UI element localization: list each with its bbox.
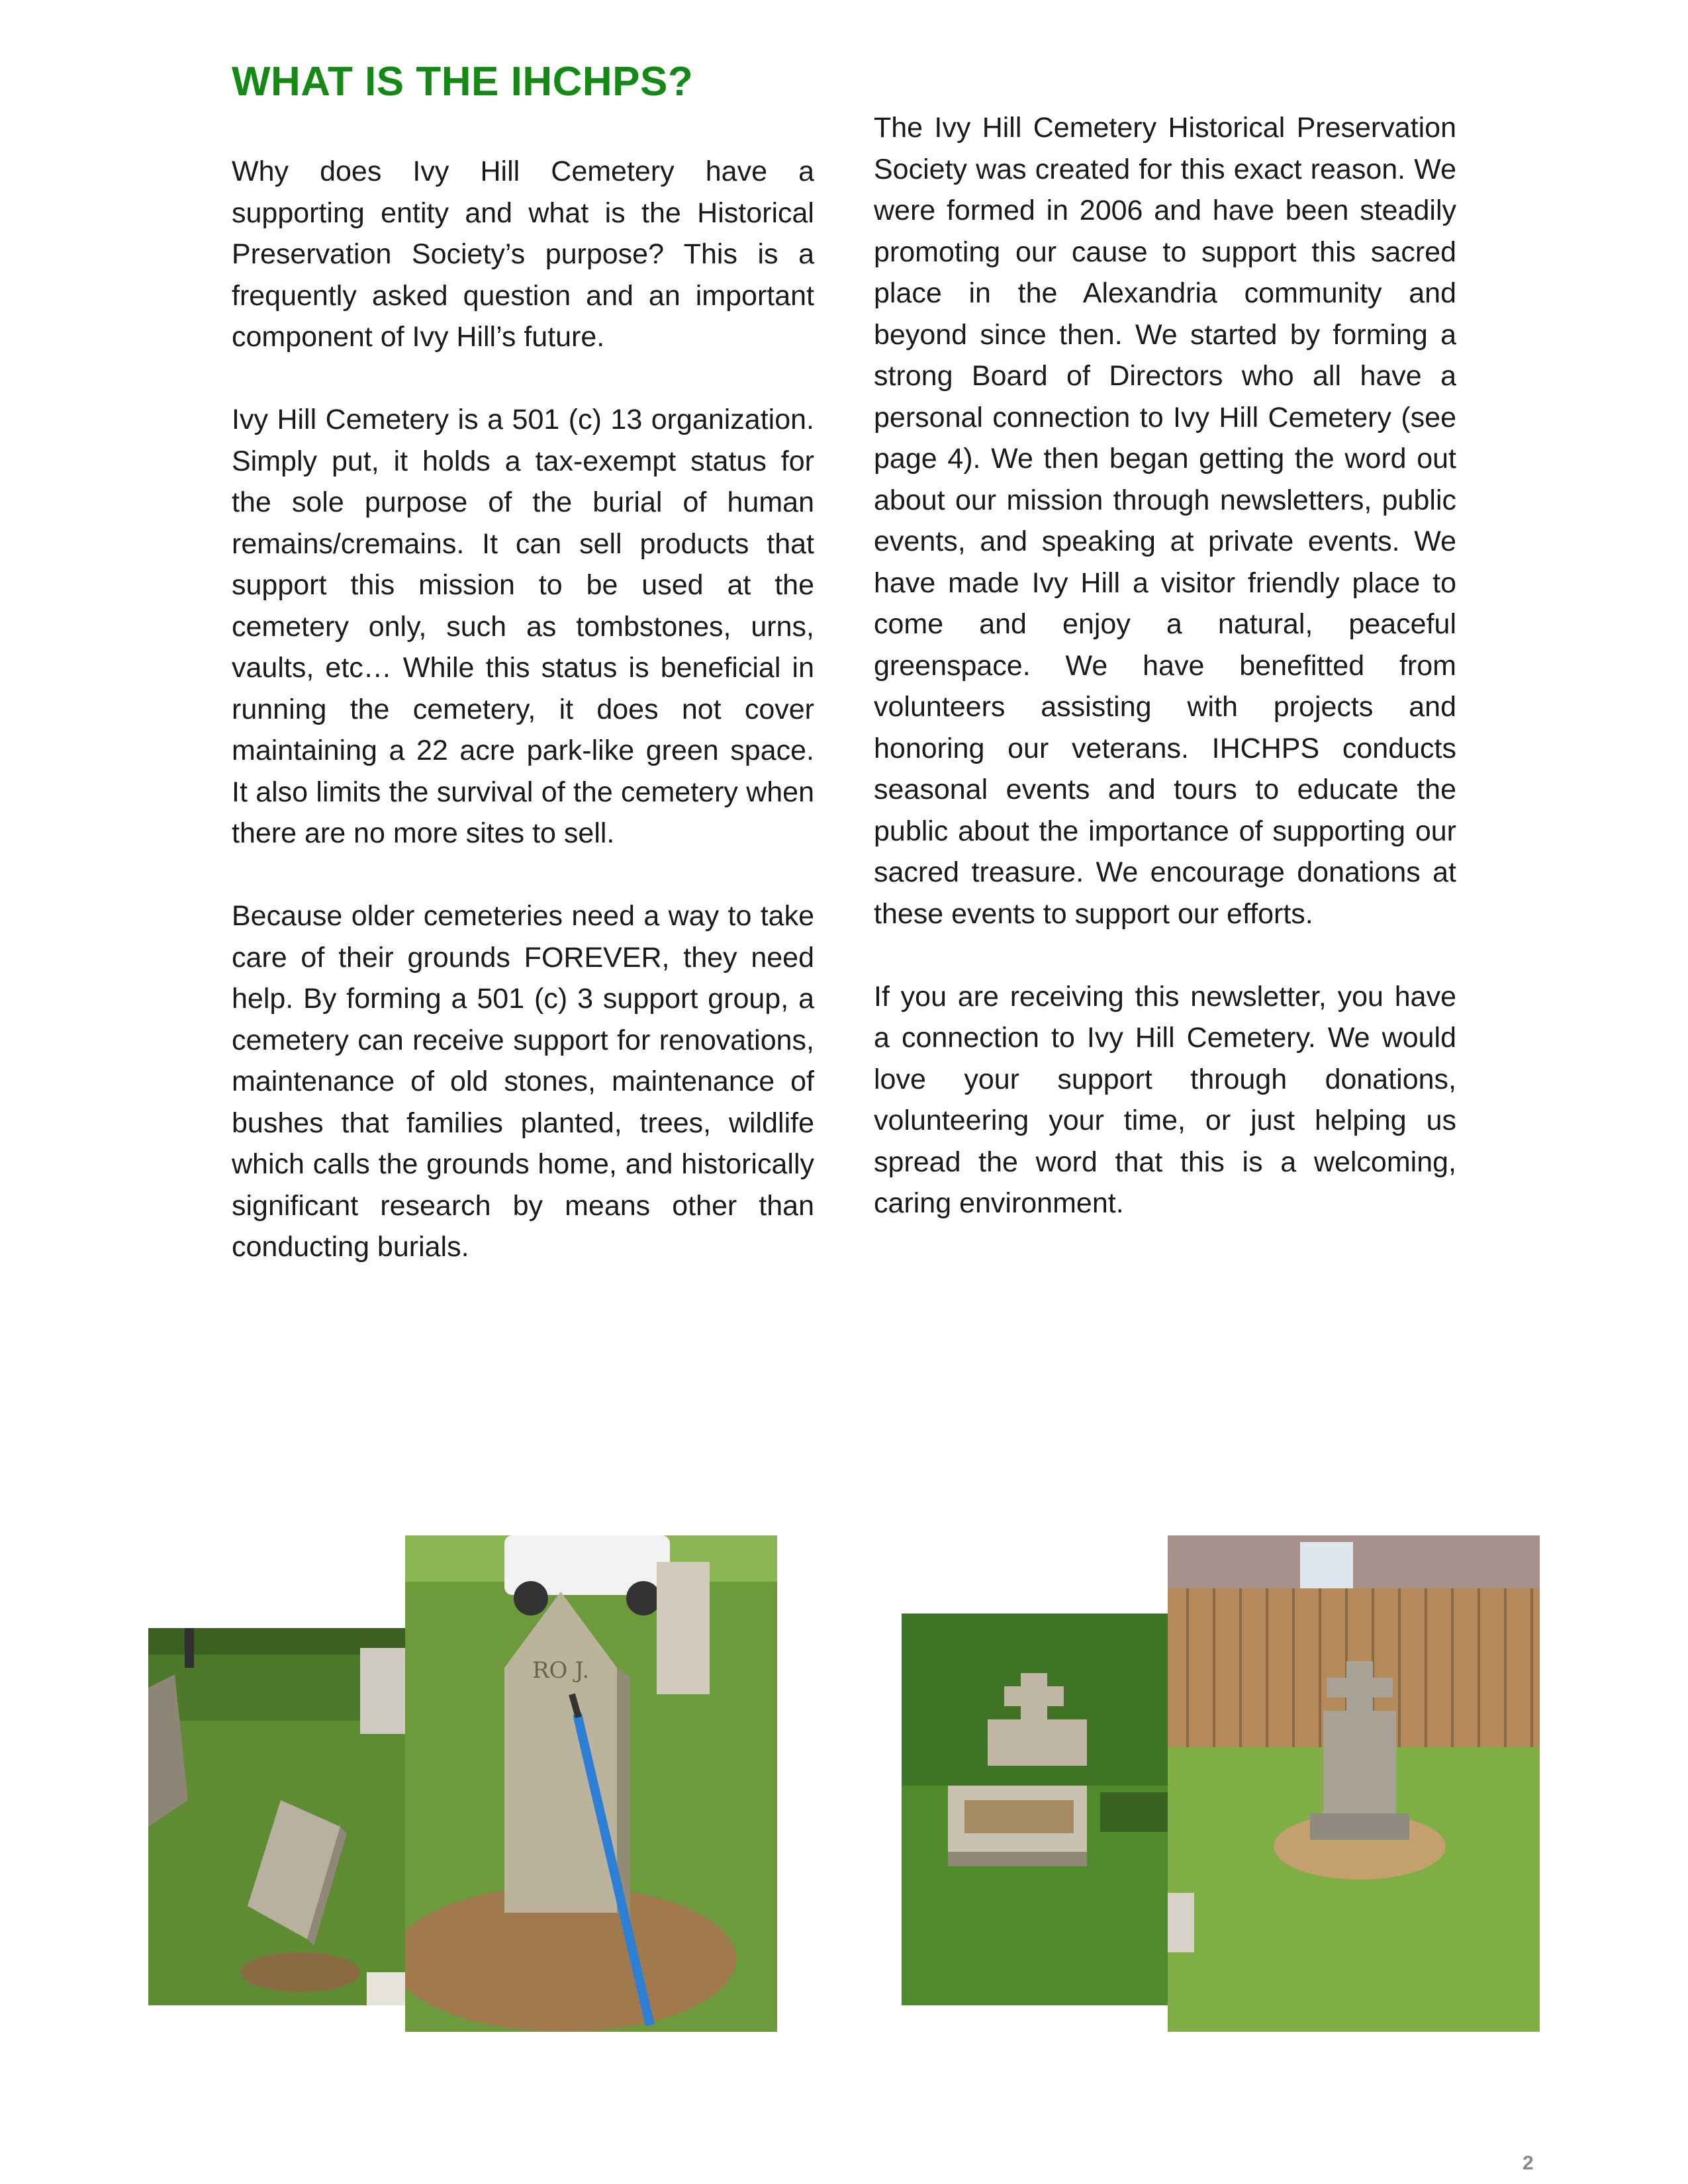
paragraph-call-to-support: If you are receiving this newsletter, you have a connection to Ivy Hill Cemetery. We would love your support through donations, volunteering your time, or just helping us spread the word that this is a welcoming, caring environment.	[874, 980, 1456, 1219]
page-title: WHAT IS THE IHCHPS?	[232, 59, 694, 105]
photo-restored-cross	[1168, 1535, 1540, 2032]
page-number: 2	[1523, 2152, 1534, 2174]
photo-headstone-probe	[405, 1535, 777, 2032]
right-column	[874, 107, 1456, 1224]
paragraph-society-history: The Ivy Hill Cemetery Historical Preservation Society was created for this exact reason. We were formed in 2006 and have been steadily promoting our cause to support this sacred place in the Alexandria community and beyond since then. We started by forming a strong Board of Directors who all have a personal connection to Ivy Hill Cemetery (see page 4). We then began getting the word out about our mission through newsletters, public events, and speaking at private events. We have made Ivy Hill a visitor friendly place to come and enjoy a natural, peaceful greenspace. We have benefitted from volunteers assisting with projects and honoring our veterans. IHCHPS conducts seasonal events and tours to educate the public about the importance of supporting our sacred treasure. We encourage donations at these events to support our efforts.	[874, 112, 1456, 930]
photo-tilted-stone	[148, 1628, 405, 2005]
paragraph-why-support-needed: Because older cemeteries need a way to take care of their grounds FOREVER, they need help. By forming a 501 (c) 3 support group, a cemetery can receive support for renovations, maintenance of old stones, maintenance of bushes that families planted, trees, wildlife which calls the grounds home, and historically significant research by means other than conducting burials.	[232, 900, 814, 1263]
paragraph-intro-question: Why does Ivy Hill Cemetery have a supporting entity and what is the Historical Preservation Society’s purpose? This is a frequently asked question and an important component of Ivy Hill’s future.	[232, 156, 814, 353]
paragraph-501c13-status: Ivy Hill Cemetery is a 501 (c) 13 organization. Simply put, it holds a tax-exempt status for the sole purpose of the burial of human remains/cremains. It can sell products that support this mission to be used at the cemetery only, such as tombstones, urns, vaults, etc… While this status is beneficial in running the cemetery, it does not cover maintaining a 22 acre park-like green space. It also limits the survival of the cemetery when there are no more sites to sell.	[232, 404, 814, 849]
photo-cross-pieces	[902, 1614, 1169, 2005]
headstone-inscription: RO J.	[532, 1657, 590, 1684]
left-column	[232, 151, 814, 1268]
